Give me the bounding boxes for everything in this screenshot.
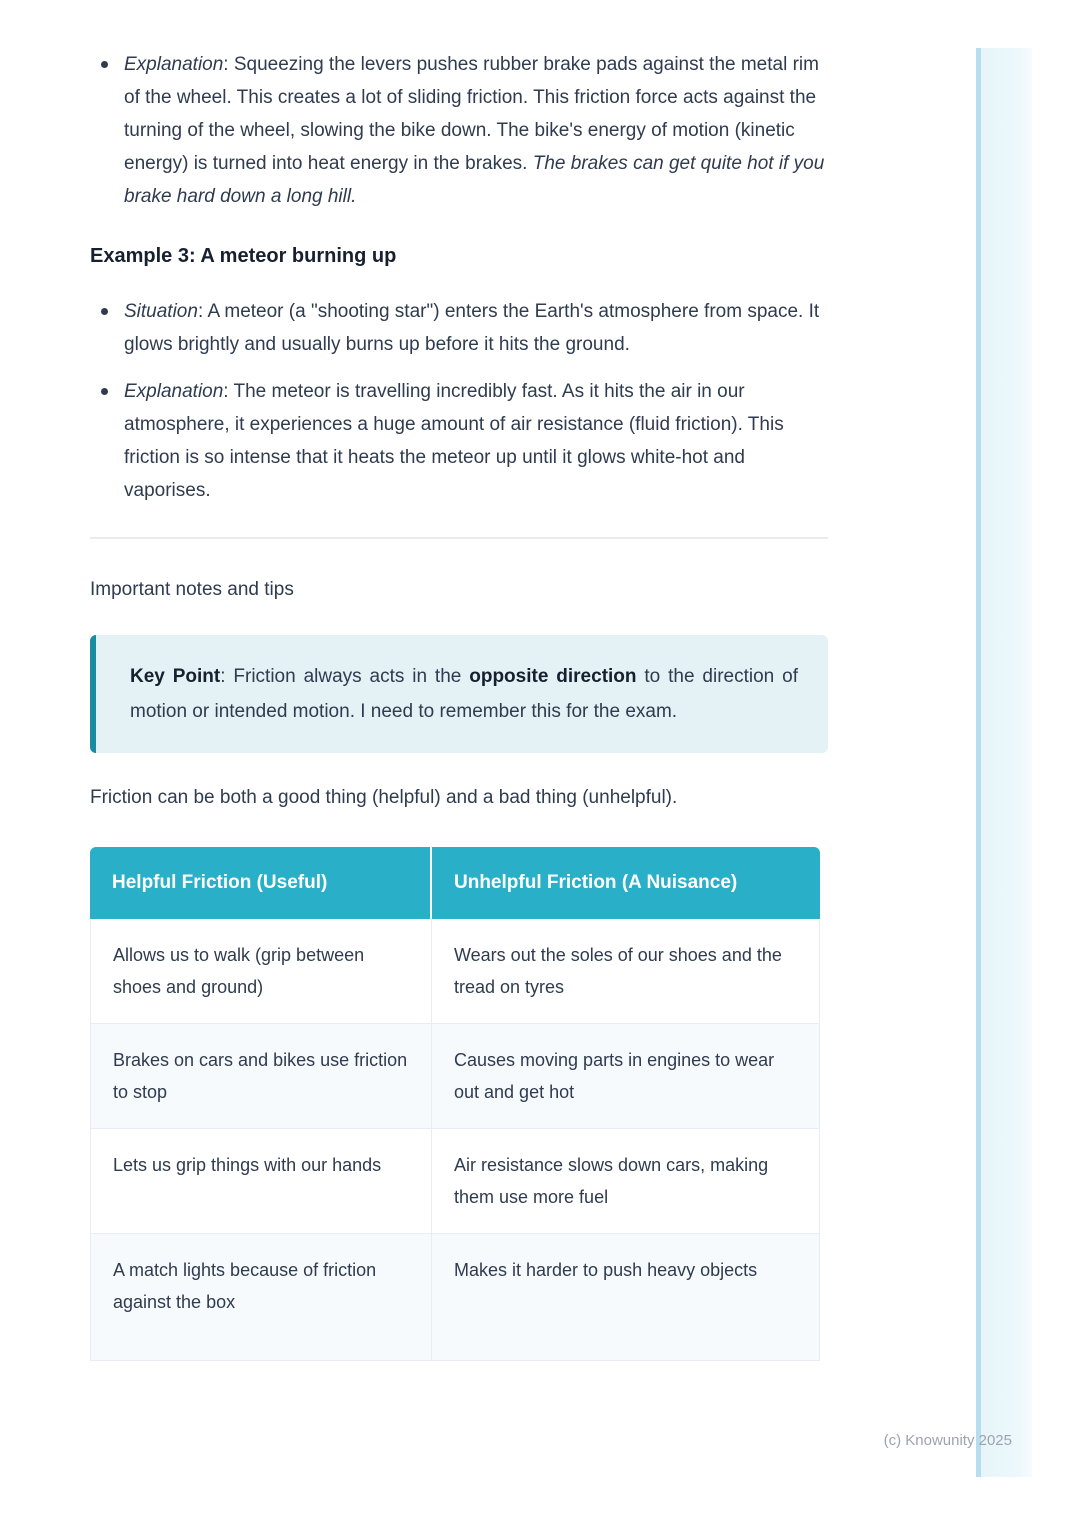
friction-intro-text: Friction can be both a good thing (helpful) and a bad thing (unhelpful).	[90, 787, 678, 808]
friction-comparison-table	[90, 847, 820, 1361]
document-content	[90, 0, 828, 1361]
keypoint-callout	[90, 635, 828, 753]
example3-heading: Example 3: A meteor burning up	[90, 245, 397, 267]
keypoint-body-text-1: : Friction always acts in the	[220, 666, 470, 687]
page-edge-highlight-bar	[976, 48, 1032, 1477]
table-cell-unhelpful: Causes moving parts in engines to wear out and get hot	[432, 1024, 820, 1129]
table-row	[90, 1234, 820, 1361]
keypoint-bold-phrase: opposite direction	[469, 666, 637, 687]
table-cell-helpful: Allows us to walk (grip between shoes and ground)	[90, 919, 432, 1024]
table-cell-helpful: Lets us grip things with our hands	[90, 1129, 432, 1234]
keypoint-body-text-2: to the direction of motion or intended motion. I need to remember this for the exam.	[130, 666, 798, 722]
bullet-item-meteor-situation	[90, 295, 828, 361]
explanation-lead-italic: Explanation	[124, 381, 224, 402]
bullet-icon	[101, 61, 108, 68]
footer-copyright: (c) Knowunity 2025	[883, 1432, 1012, 1449]
situation-lead-italic: Situation	[124, 301, 198, 322]
explanation-italic-note: The brakes can get quite hot if you brake hard down a long hill.	[124, 153, 825, 207]
bullet-text	[124, 301, 819, 355]
situation-body-text: : A meteor (a "shooting star") enters the Earth's atmosphere from space. It glows brightly and usually burns up before it hits the ground.	[124, 301, 820, 355]
bullet-text	[124, 381, 784, 501]
bullet-icon	[101, 388, 108, 395]
explanation-lead-italic: Explanation	[124, 54, 224, 75]
bullet-icon	[101, 308, 108, 315]
table-header-row	[90, 847, 820, 919]
bullet-text	[124, 54, 824, 207]
explanation-body-text: : The meteor is travelling incredibly fast. As it hits the air in our atmosphere, it experiences a huge amount of air resistance (fluid friction). This friction is so intense that it heats the meteor up until it glows white-hot and vaporises.	[124, 381, 784, 501]
bullet-item-meteor-explanation	[90, 375, 828, 507]
section-divider	[90, 537, 828, 539]
keypoint-lead-bold: Key Point	[130, 666, 221, 687]
table-row	[90, 919, 820, 1024]
bullet-item-brakes-explanation	[90, 48, 828, 213]
table-cell-helpful: Brakes on cars and bikes use friction to stop	[90, 1024, 432, 1129]
table-cell-unhelpful: Makes it harder to push heavy objects	[432, 1234, 820, 1361]
explanation-body-text: : Squeezing the levers pushes rubber brake pads against the metal rim of the wheel. This creates a lot of sliding friction. This friction force acts against the turning of the wheel, slowing the bike down. The bike's energy of motion (kinetic energy) is turned into heat energy in the brakes.	[124, 54, 819, 174]
brakes-bullet-list	[90, 48, 828, 213]
table-header-helpful: Helpful Friction (Useful)	[90, 847, 432, 919]
table-row	[90, 1129, 820, 1234]
table-cell-unhelpful: Wears out the soles of our shoes and the tread on tyres	[432, 919, 820, 1024]
table-row	[90, 1024, 820, 1129]
keypoint-text	[130, 659, 798, 729]
table-cell-unhelpful: Air resistance slows down cars, making them use more fuel	[432, 1129, 820, 1234]
notes-section-label: Important notes and tips	[90, 579, 294, 600]
table-cell-helpful: A match lights because of friction against the box	[90, 1234, 432, 1361]
meteor-bullet-list	[90, 295, 828, 507]
table-header-unhelpful: Unhelpful Friction (A Nuisance)	[432, 847, 820, 919]
